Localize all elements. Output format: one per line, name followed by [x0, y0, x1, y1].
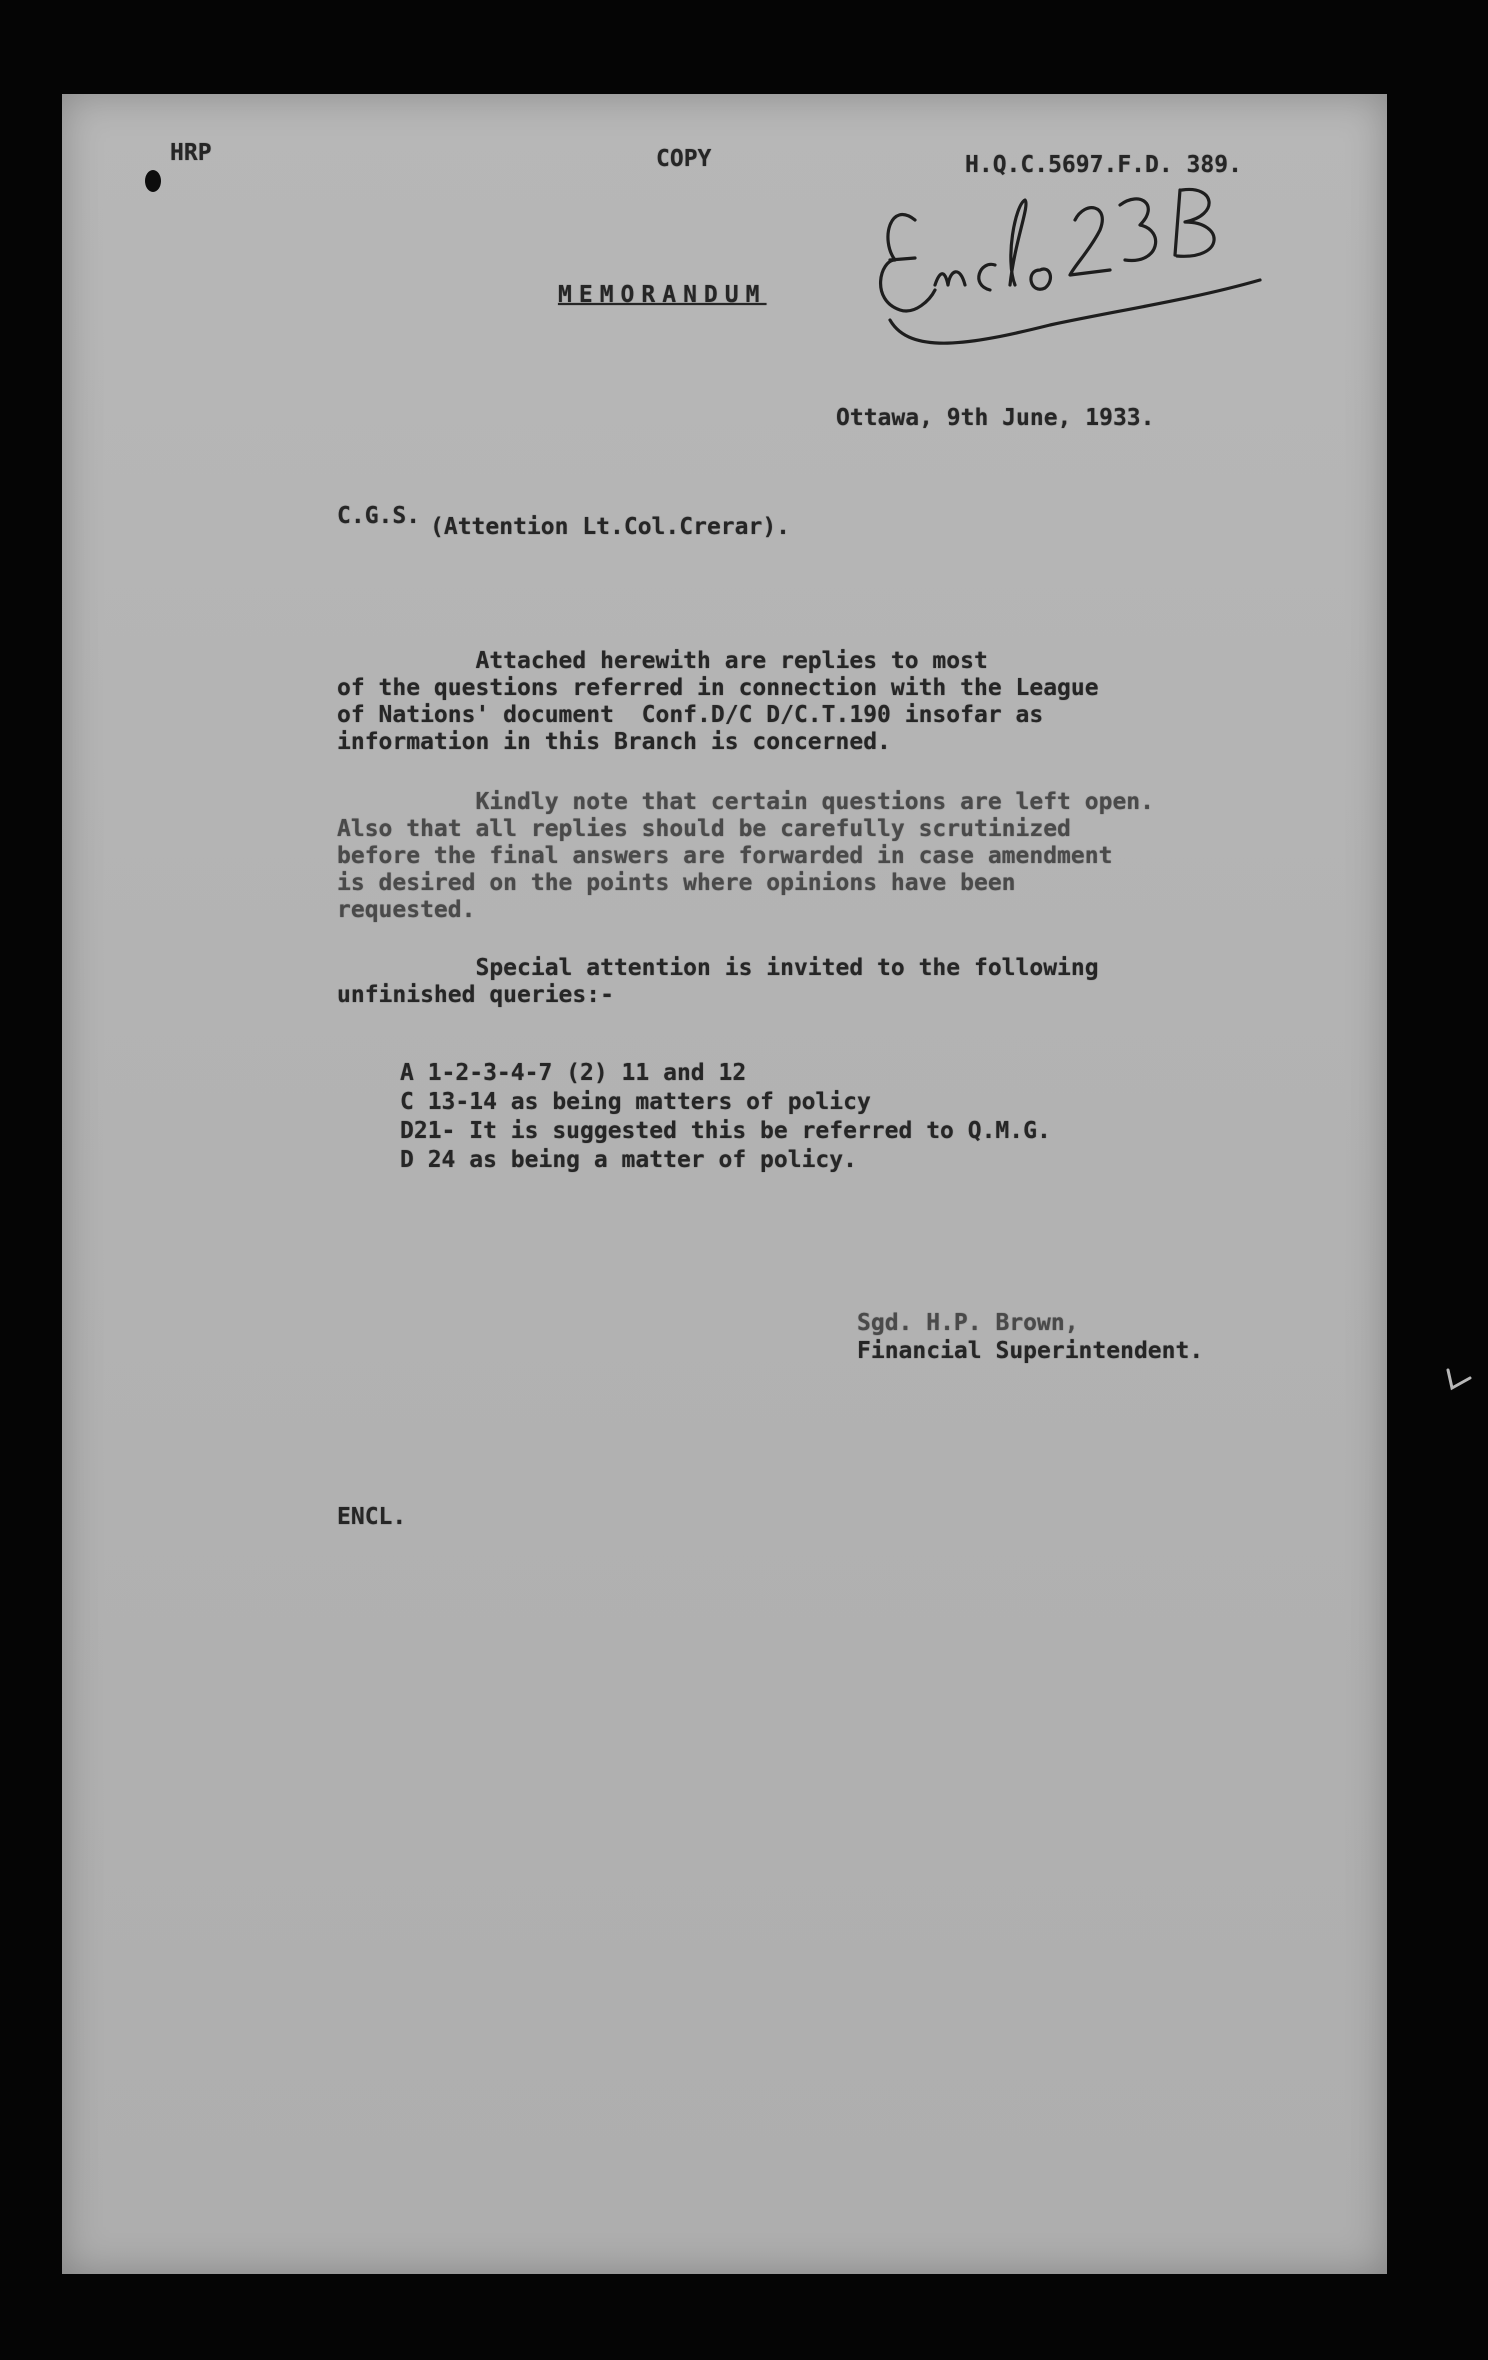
query-item: C 13-14 as being matters of policy	[400, 1089, 871, 1115]
memo-title: MEMORANDUM	[558, 282, 767, 308]
ink-blot-icon	[140, 166, 166, 196]
body-paragraph-1: Attached herewith are replies to most of the questions referred in connection with the League of Nations' document Conf.D/C D/C.T.190 insofar as information in this Branch is concerned.	[337, 648, 1099, 755]
header-copy-label: COPY	[656, 146, 712, 172]
body-paragraph-2: Kindly note that certain questions are left open. Also that all replies should be carefully scrutinized before the final answers are forwarded in case amendment is desired on the points where opinions have been requested.	[337, 789, 1154, 923]
header-file-reference: H.Q.C.5697.F.D. 389.	[965, 152, 1242, 178]
query-item: D 24 as being a matter of policy.	[400, 1147, 857, 1173]
memo-attention: (Attention Lt.Col.Crerar).	[430, 514, 791, 540]
signature-title: Financial Superintendent.	[857, 1338, 1204, 1364]
document-page	[62, 94, 1387, 2274]
edge-pen-mark-icon	[1440, 1360, 1480, 1400]
query-item: A 1-2-3-4-7 (2) 11 and 12	[400, 1060, 747, 1086]
handwritten-annotation	[820, 110, 1280, 360]
memo-addressee: C.G.S.	[337, 503, 421, 529]
body-paragraph-3: Special attention is invited to the following unfinished queries:-	[337, 955, 1099, 1008]
query-item: D21- It is suggested this be referred to Q.M.G.	[400, 1118, 1051, 1144]
enclosure-note: ENCL.	[337, 1504, 407, 1530]
memo-date: Ottawa, 9th June, 1933.	[836, 405, 1155, 431]
header-initials: HRP	[170, 140, 212, 166]
signature-name: Sgd. H.P. Brown,	[857, 1310, 1079, 1336]
